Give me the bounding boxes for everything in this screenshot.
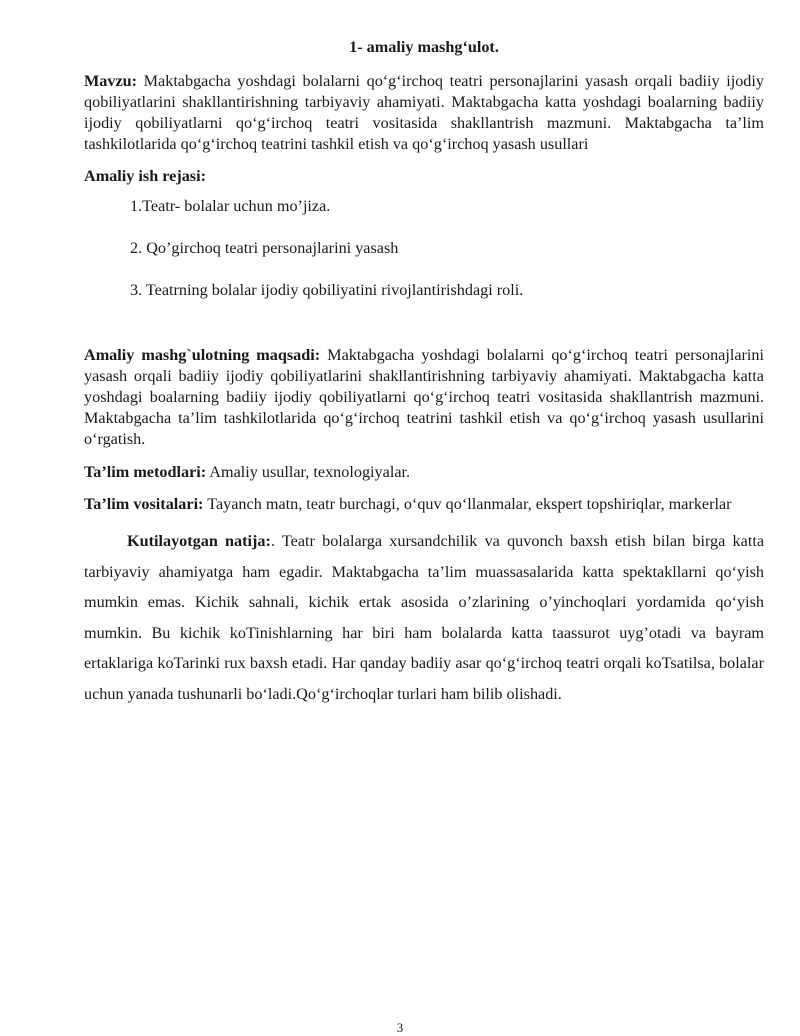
tools-label: Ta’lim vositalari:	[84, 495, 204, 513]
work-plan-item: 3. Teatrning bolalar ijodiy qobiliyatini rivojlantirishdagi roli.	[130, 281, 524, 299]
expected-result-label: Kutilayotgan natija:	[127, 532, 271, 550]
work-plan-item: 1.Teatr- bolalar uchun mo’jiza.	[130, 197, 331, 215]
tools-paragraph	[84, 494, 764, 515]
goal-text: Maktabgacha yoshdagi bolalarni qo‘g‘irchoq teatri personajlarini yasash orqali badiiy ijodiy qobiliyatlarini shakllantirishning tarbiyaviy ahamiyati. Maktabgacha katta yoshdagi boalarning badiiy ijodiy qobiliyatlarni qo‘g‘irchoq teatri vositasida shakllantrish mazmuni. Maktabgacha ta’lim tashkilotlarida qo‘g‘irchoq teatrini tashkil etish va qo‘g‘irchoq yasash usullarini o‘rgatish.	[84, 346, 765, 448]
page-number: 3	[396, 1020, 404, 1035]
spacer	[84, 301, 764, 345]
methods-paragraph	[84, 462, 764, 483]
work-plan-heading	[84, 166, 764, 187]
work-plan-list	[130, 196, 764, 301]
goal-label: Amaliy mashg`ulotning maqsadi:	[84, 346, 321, 364]
methods-label: Ta’lim metodlari:	[84, 463, 207, 481]
expected-result-text: . Teatr bolalarga xursandchilik va quvonch baxsh etish bilan birga katta tarbiyaviy ahamiyatga ham egadir. Maktabgacha ta’lim muassasalarida katta spektakllarni qo‘yish mumkin emas. Kichik sahnali, kichik ertak asosida o’zlarining o’yinchoqlari yordamida qo‘yish mumkin. Bu kichik koTinishlarning har biri ham bolalarda katta taassurot uyg’otadi va bayram ertaklariga koTarinki rux baxsh etadi. Har qanday badiiy asar qo‘g‘irchoq teatri orqali koTsatilsa, bolalar uchun yanada tushunarli bo‘ladi.Qo‘g‘irchoqlar turlari ham bilib olishadi.	[84, 532, 765, 703]
work-plan-label: Amaliy ish rejasi:	[84, 167, 206, 185]
topic-paragraph	[84, 71, 764, 155]
topic-text: Maktabgacha yoshdagi bolalarni qo‘g‘irchoq teatri personajlarini yasash orqali badiiy ijodiy qobiliyatlarini shakllantirishning tarbiyaviy ahamiyati. Maktabgacha katta yoshdagi boalarning badiiy ijodiy qobiliyatlarni qo‘g‘irchoq teatri vositasida shakllantrish mazmuni. Maktabgacha ta’lim tashkilotlarida qo‘g‘irchoq teatrini tashkil etish va qo‘g‘irchoq yasash usullari	[84, 72, 764, 153]
tools-text: Tayanch matn, teatr burchagi, o‘quv qo‘llanmalar, ekspert topshiriqlar, markerlar	[203, 495, 732, 513]
document-page	[84, 36, 764, 709]
expected-result-paragraph	[84, 526, 764, 709]
methods-text: Amaliy usullar, texnologiyalar.	[206, 463, 411, 481]
work-plan-item: 2. Qo’girchoq teatri personajlarini yasash	[130, 239, 399, 257]
topic-label: Mavzu:	[84, 72, 138, 90]
goal-paragraph	[84, 345, 764, 450]
page-title: 1- amaliy mashg‘ulot.	[349, 38, 499, 56]
